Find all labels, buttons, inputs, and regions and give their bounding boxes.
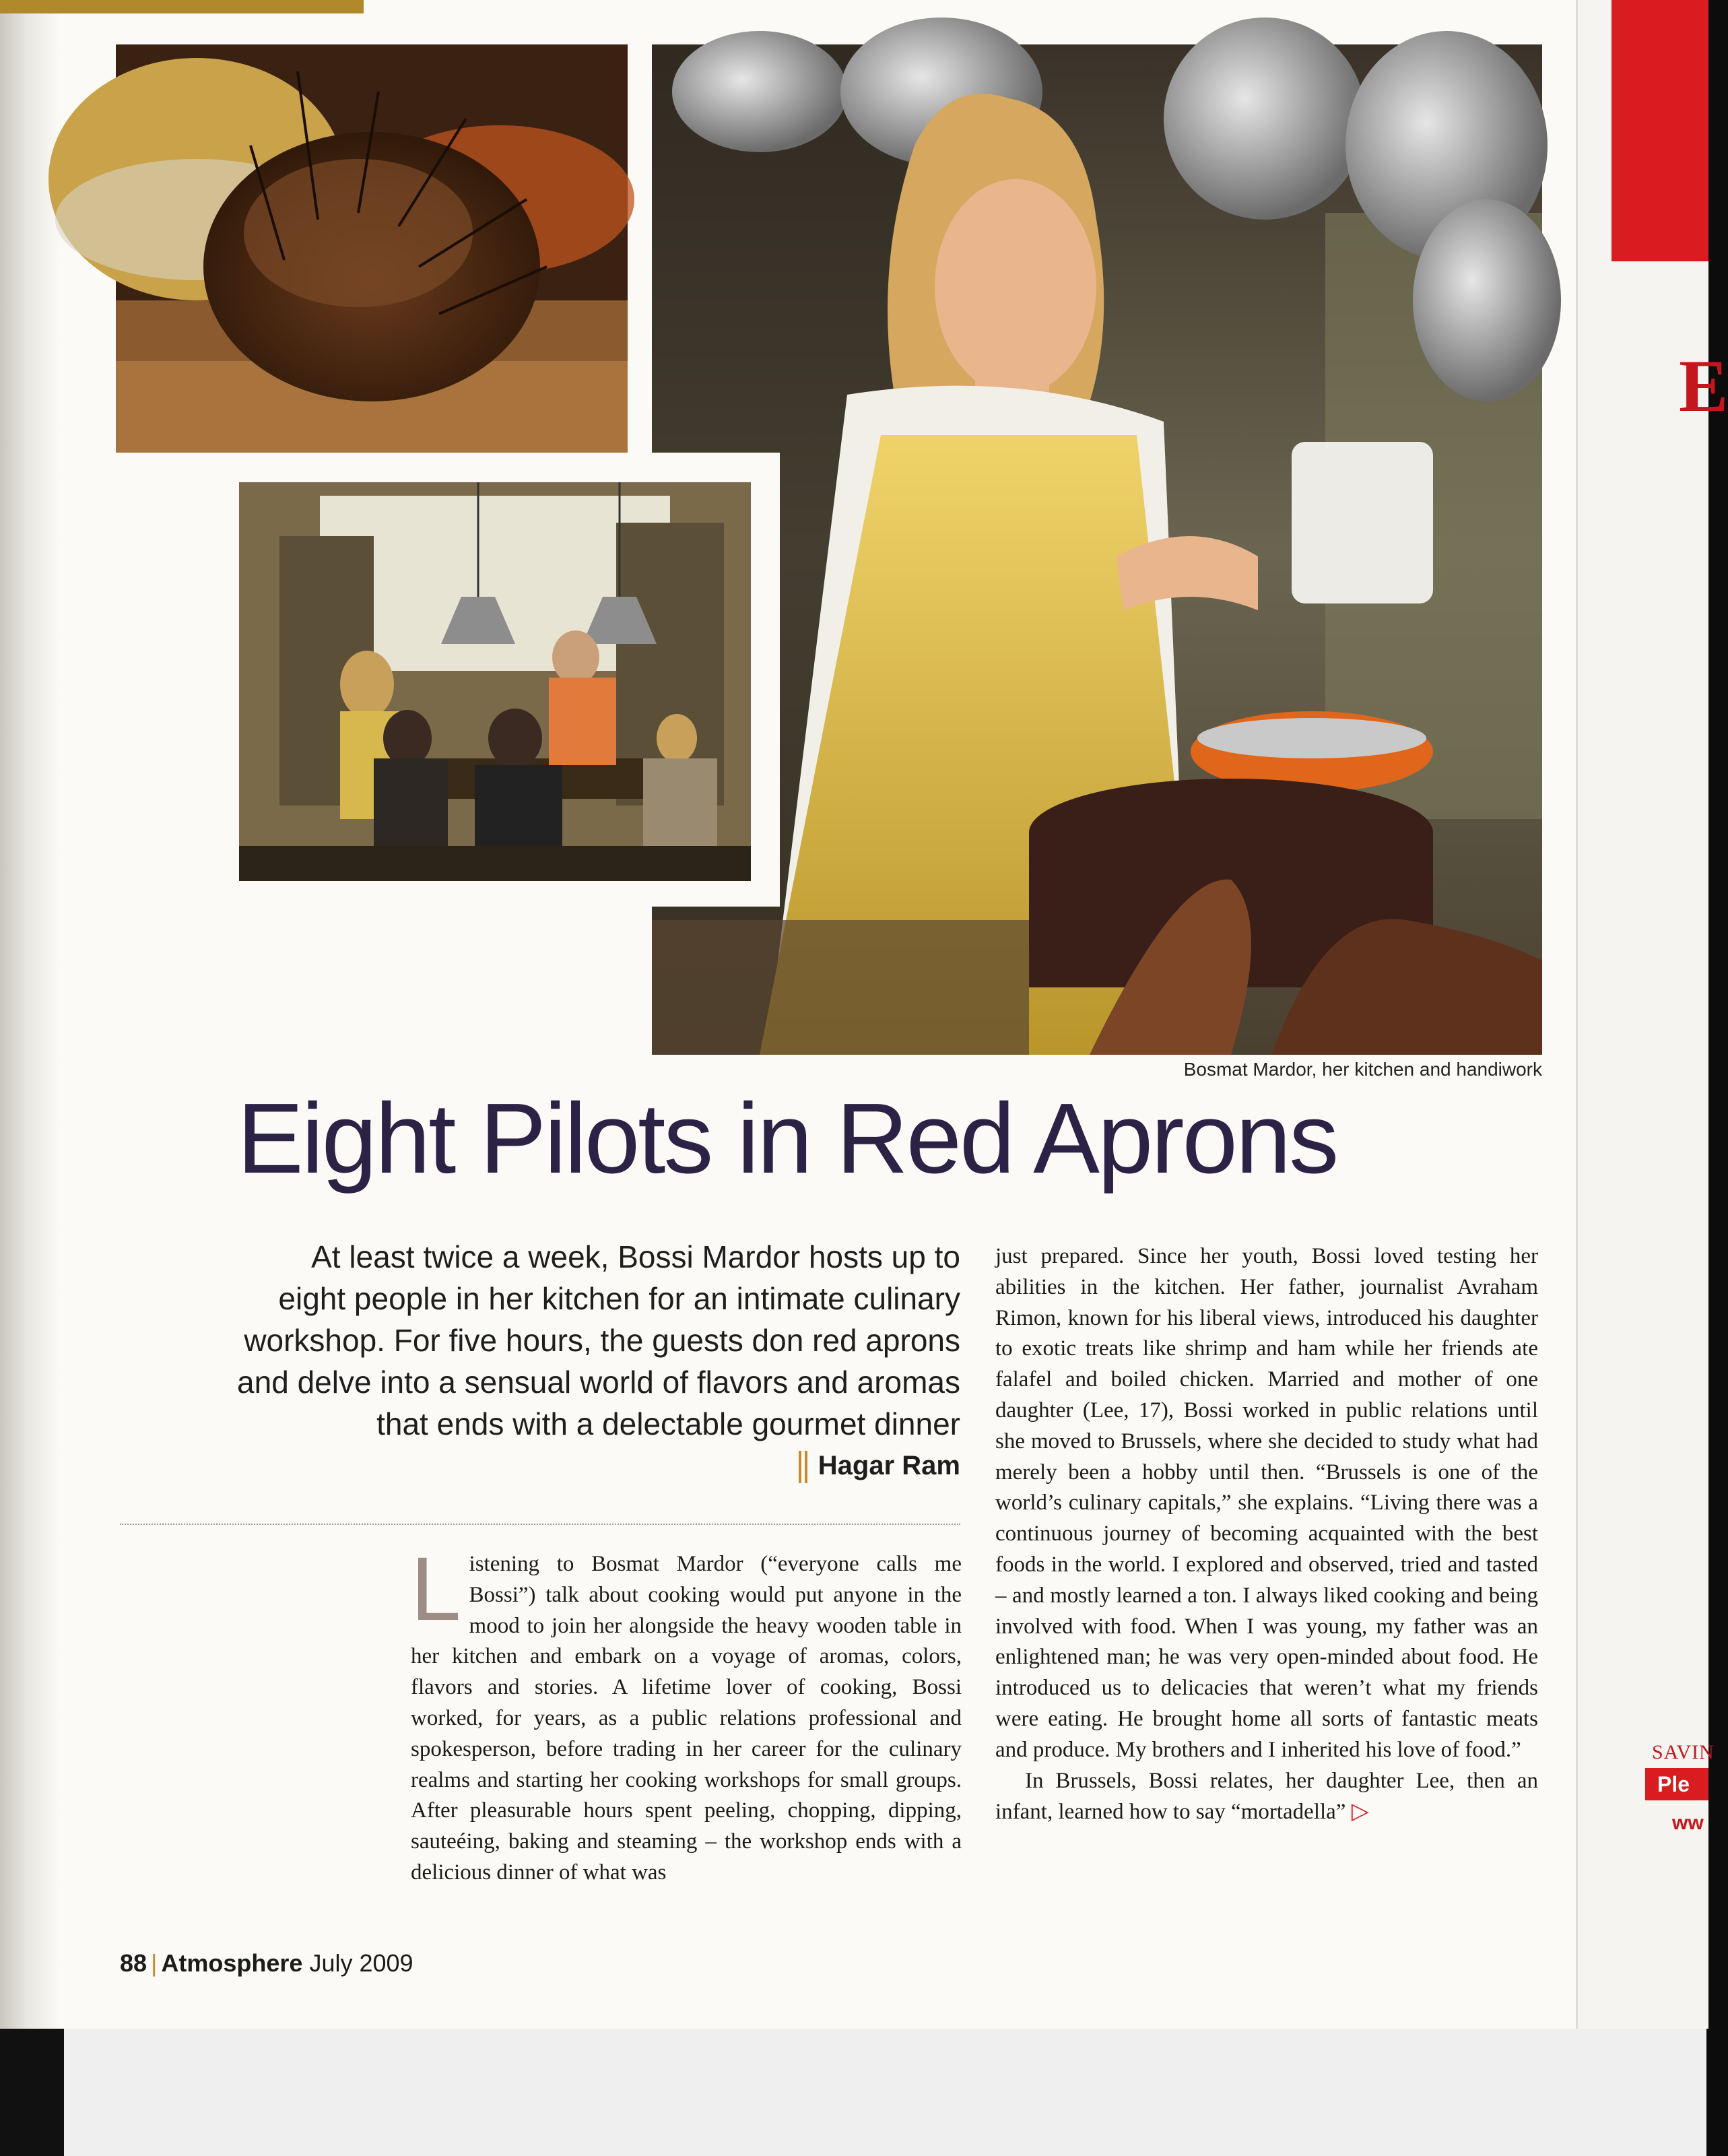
deck-line: eight people in her kitchen for an intimate culinary bbox=[278, 1281, 960, 1316]
article-headline: Eight Pilots in Red Aprons bbox=[237, 1083, 1337, 1194]
top-edge-strip bbox=[0, 0, 364, 13]
deck-line: workshop. For five hours, the guests don red aprons bbox=[244, 1323, 960, 1358]
article-deck bbox=[108, 1236, 960, 1445]
scan-background bbox=[0, 2029, 1706, 2156]
page-number: 88 bbox=[120, 1949, 147, 1977]
page-spine-shadow bbox=[0, 0, 61, 2029]
article-paragraph bbox=[995, 1766, 1538, 1829]
article-paragraph bbox=[411, 1539, 962, 1889]
article-column-2 bbox=[995, 1241, 1538, 1828]
drop-cap: L bbox=[411, 1539, 461, 1639]
ad-savings-text: SAVIN bbox=[1652, 1741, 1715, 1763]
deck-line: At least twice a week, Bossi Mardor hosts up to bbox=[311, 1239, 960, 1274]
ad-red-block bbox=[1611, 0, 1708, 261]
issue-date: July 2009 bbox=[309, 1949, 413, 1977]
deck-line: and delve into a sensual world of flavors and aromas bbox=[237, 1365, 960, 1400]
roast-meat-photo bbox=[116, 44, 628, 453]
byline-bar-icon bbox=[799, 1451, 801, 1483]
ad-web-text: ww bbox=[1672, 1812, 1704, 1834]
ad-big-letter: E bbox=[1679, 345, 1728, 427]
article-column-1 bbox=[411, 1539, 962, 1889]
article-text: In Brussels, Bossi relates, her daughter Lee, then an infant, learned how to say “mortadella” bbox=[995, 1768, 1538, 1825]
kitchen-workshop-photo bbox=[239, 482, 751, 881]
byline bbox=[799, 1451, 960, 1483]
continue-arrow-icon: ▷ bbox=[1351, 1798, 1369, 1825]
folio-separator: | bbox=[151, 1949, 158, 1977]
ad-red-box: Ple bbox=[1645, 1768, 1708, 1800]
scan-shadow bbox=[0, 2029, 64, 2156]
page-folio bbox=[120, 1949, 413, 1978]
deck-line: that ends with a delectable gourmet dinner bbox=[376, 1406, 960, 1441]
magazine-name: Atmosphere bbox=[161, 1949, 303, 1977]
article-paragraph: just prepared. Since her youth, Bossi loved testing her abilities in the kitchen. Her father, journalist Avraham Rimon, known for his liberal views, introduced his daughter to exotic treats like shrimp and ham while her friends ate falafel and boiled chicken. Married and mother of one daughter (Lee, 17), Bossi worked in public relations until she moved to Brussels, where she decided to study what had merely been a hobby until then. “Brussels is one of the world’s culinary capitals,” she explains. “Living there was a continuous journey of becoming acquainted with the best foods in the world. I explored and observed, tried and tasted – and mostly learned a ton. I always liked cooking and being involved with food. When I was young, my father was an enlightened man; he was very open-minded about food. He introduced us to delicacies that weren’t what my friends were eating. He brought home all sorts of fantastic meats and produce. My brothers and I inherited his love of food.” bbox=[995, 1244, 1538, 1762]
woman-cooking-photo bbox=[652, 44, 1542, 1055]
article-text: istening to Bosmat Mardor (“everyone calls me Bossi”) talk about cooking would put anyone in the mood to join her alongside the heavy wooden table in her kitchen and embark on a voyage of aromas, colors, flavors and stories. A lifetime lover of cooking, Bossi worked, for years, as a public relations professional and spokesperson, before trading in her career for the culinary realms and starting her cooking workshops for small groups. After pleasurable hours spent peeling, chopping, dipping, sauteéing, baking and steaming – the workshop ends with a delicious dinner of what was bbox=[411, 1552, 962, 1885]
photo-caption: Bosmat Mardor, her kitchen and handiwork bbox=[1183, 1059, 1542, 1080]
dotted-divider bbox=[120, 1524, 960, 1525]
byline-bar-icon bbox=[805, 1451, 807, 1483]
adjacent-page bbox=[1576, 0, 1728, 2029]
author-name: Hagar Ram bbox=[818, 1451, 960, 1480]
